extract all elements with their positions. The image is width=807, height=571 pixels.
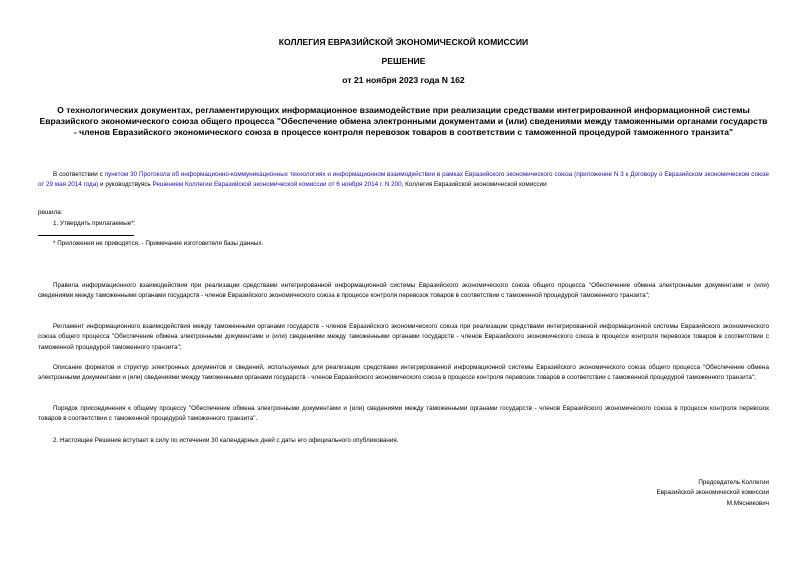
- preamble-text-1: В соответствии с: [53, 171, 105, 178]
- approved-document-1: Правила информационного взаимодействия при реализации средствами интегрированной информационной системы Евразийского экономического союза общего процесса "Обеспечение обмена электронными документами и (или) сведениями между таможенными органами государств - членов Евразийского экономического союза в процессе контроля перевозок товаров в соответствии с таможенной процедурой таможенного транзита";: [38, 282, 769, 300]
- document-title: О технологических документах, регламентирующих информационное взаимодействие при реализации средствами интегрированной информационной системы Евразийского экономического союза общего процесса "Обеспечение обмена электронными документами и (или) сведениями между таможенными органами государств - членов Евразийского экономического союза в процессе контроля перевозок товаров в соответствии с таможенной процедурой таможенного транзита": [39, 105, 768, 137]
- preamble-paragraph: [38, 170, 769, 191]
- item-1: 1. Утвердить прилагаемые*:: [53, 220, 136, 227]
- footnote-text: * Приложения не приводятся. - Примечание изготовителя базы данных.: [53, 240, 264, 247]
- document-type-heading: РЕШЕНИЕ: [381, 56, 426, 66]
- approved-document-3: Описание форматов и структур электронных документов и сведений, используемых для реализации средствами интегрированной информационной системы Евразийского экономического союза общего процесса "Обеспечение обмена электронными документами и (или) сведениями между таможенными органами государств - членов Евразийского экономического союза в процессе контроля перевозок товаров в соответствии с таможенной процедурой таможенного транзита";: [38, 364, 769, 382]
- item-2: 2. Настоящее Решение вступает в силу по истечении 30 календарных дней с даты его официального опубликования.: [53, 437, 399, 444]
- signature-name: М.Мясникович: [726, 499, 769, 507]
- decision-link[interactable]: Решением Коллегии Евразийской экономической комиссии от 6 ноября 2014 г. N 200: [152, 181, 402, 189]
- document-date-number: от 21 ноября 2023 года N 162: [342, 75, 465, 85]
- signature-block: [656, 478, 769, 509]
- signature-organization: Евразийской экономической комиссии: [656, 489, 769, 497]
- decided-label: решила:: [38, 209, 63, 216]
- signature-position: Председатель Коллегии: [698, 479, 769, 486]
- approved-document-4: Порядок присоединения к общему процессу "Обеспечение обмена электронными документами и (или) сведениями между таможенными органами государств - членов Евразийского экономического союза в процессе контроля перевозок товаров в соответствии с таможенной процедурой таможенного транзита".: [38, 405, 769, 423]
- organization-heading: КОЛЛЕГИЯ ЕВРАЗИЙСКОЙ ЭКОНОМИЧЕСКОЙ КОМИССИИ: [278, 37, 529, 47]
- preamble-text-3: , Коллегия Евразийской экономической комиссии: [401, 181, 547, 189]
- footnote-divider: [38, 235, 134, 236]
- protocol-link[interactable]: пунктом 30 Протокола об информационно-коммуникационных технологиях и информационном взаимодействии в рамках Евразийского экономического союза (приложение N 3 к Договору о Евразийском экономическом союзе от 29 мая 2014 года): [38, 171, 769, 189]
- preamble-text-2: и руководствуясь: [98, 181, 153, 189]
- approved-document-2: Регламент информационного взаимодействия между таможенными органами государств - членов Евразийского экономического союза при реализации средствами интегрированной информационной системы Евразийского экономического союза общего процесса "Обеспечение обмена электронными документами и (или) сведениями между таможенными органами государств - членов Евразийского экономического союза в процессе контроля перевозок товаров в соответствии с таможенной процедурой таможенного транзита";: [38, 323, 769, 351]
